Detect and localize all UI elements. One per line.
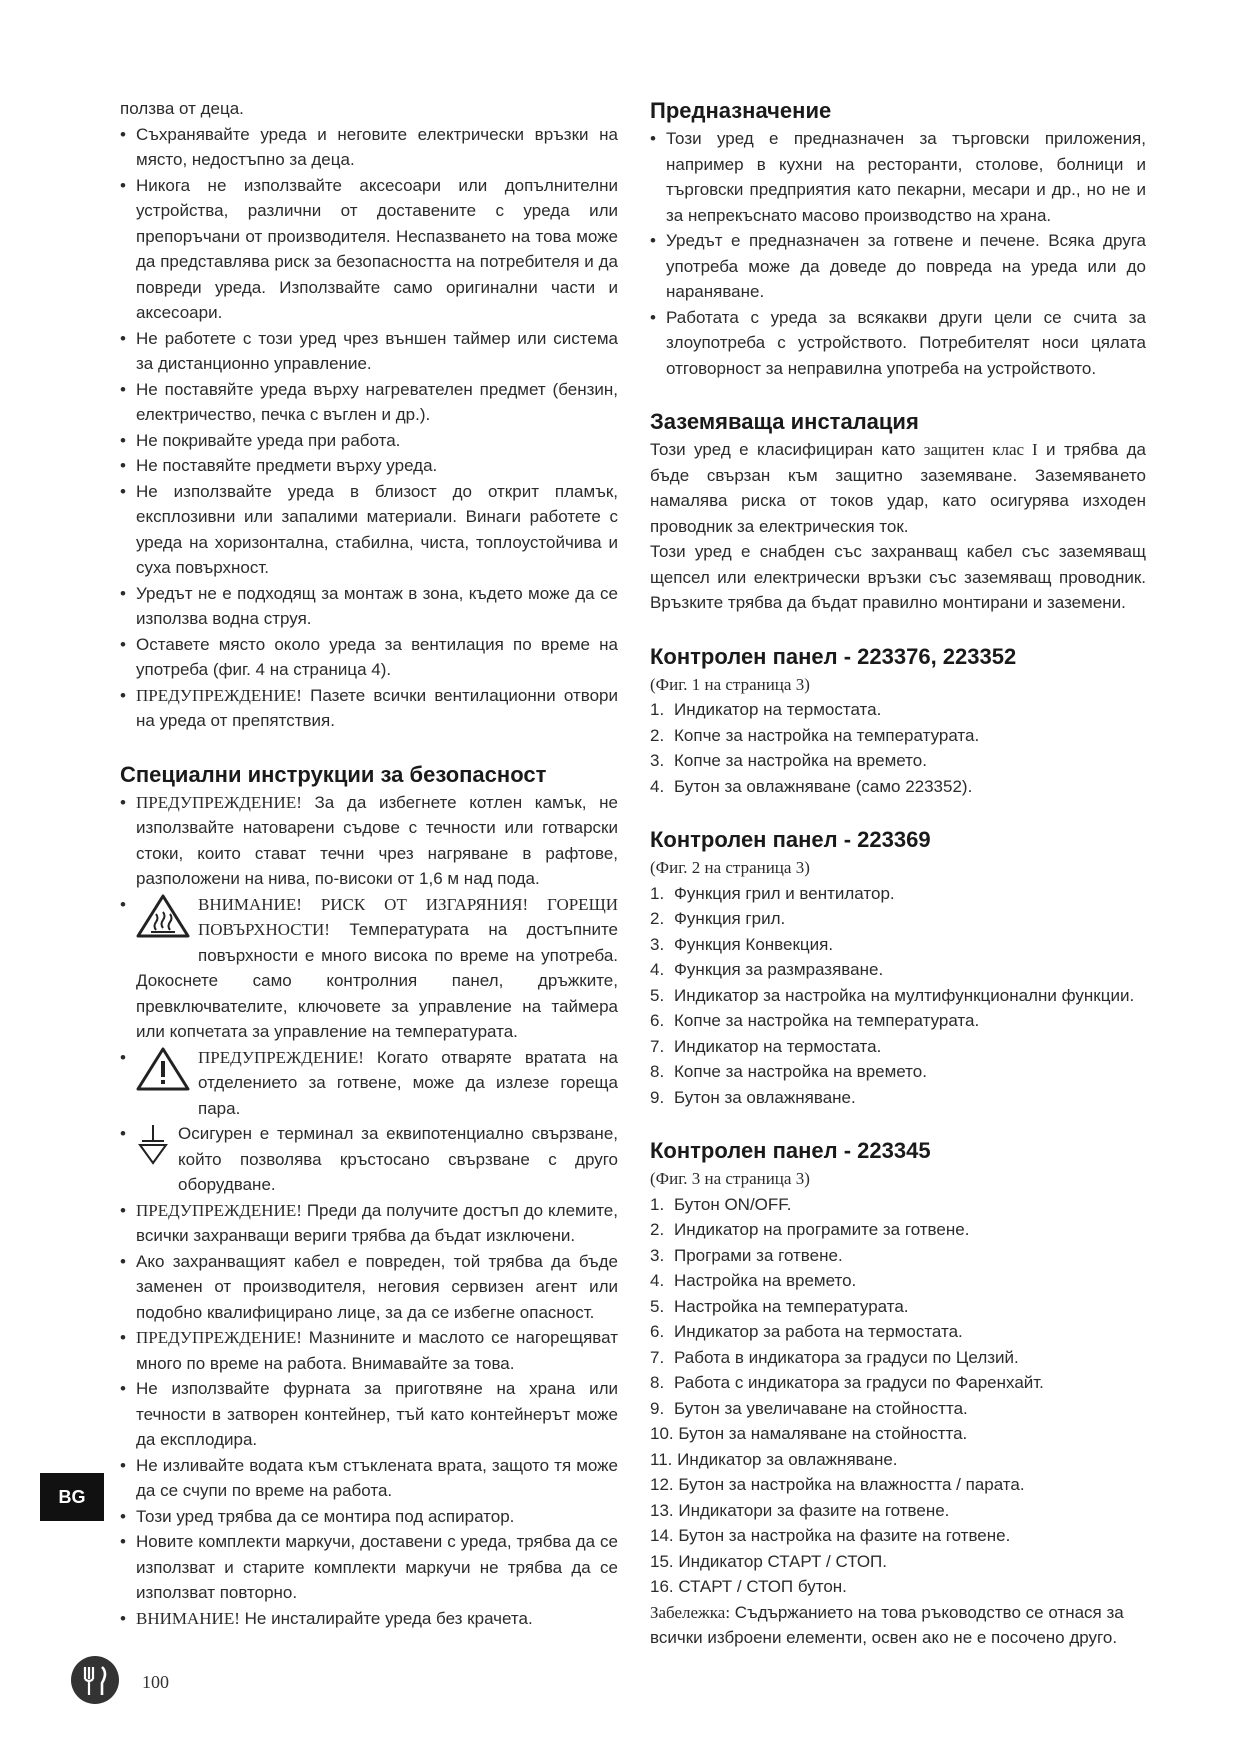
list-item: • Ако захранващият кабел е повреден, той трябва да бъде заменен от производителя, неговия сервизен агент или подобно квалифицирано лице, за да се избегне опасност. bbox=[120, 1249, 618, 1326]
list-item: 6. Копче за настройка на температурата. bbox=[650, 1011, 980, 1030]
exclamation-warning-icon bbox=[136, 1047, 190, 1099]
list-item: 10. Бутон за намаляване на стойността. bbox=[650, 1424, 968, 1443]
control-panel-3-list bbox=[650, 1192, 1146, 1600]
list-item: • Не работете с този уред чрез външен таймер или система за дистанционно управление. bbox=[120, 326, 618, 377]
list-item: 7. Работа в индикатора за градуси по Целзий. bbox=[650, 1347, 1019, 1367]
grounding-heading: Заземяваща инсталация bbox=[650, 409, 919, 434]
list-item: • Този уред е предназначен за търговски приложения, например в кухни на ресторанти, столове, болници и търговски предприятия като пекарни, месари и др., но не и за непрекъснато масово производство на храна. bbox=[650, 126, 1146, 228]
right-column bbox=[650, 96, 1146, 1651]
list-item: • ПРЕДУПРЕЖДЕНИЕ! Мазнините и маслото се нагорещяват много по време на работа. Внимавайте за това. bbox=[120, 1325, 618, 1376]
figure-reference: (Фиг. 1 на страница 3) bbox=[650, 674, 810, 694]
list-item: • Съхранявайте уреда и неговите електрически връзки на място, недостъпно за деца. bbox=[120, 122, 618, 173]
list-item: • Уредът не е подходящ за монтаж в зона, където може да се използва водна струя. bbox=[120, 581, 618, 632]
list-item: 4. Настройка на времето. bbox=[650, 1271, 857, 1290]
list-item: 1. Бутон ON/OFF. bbox=[650, 1194, 792, 1214]
list-item: • Този уред трябва да се монтира под аспиратор. bbox=[120, 1504, 618, 1530]
figure-reference: (Фиг. 2 на страница 3) bbox=[650, 858, 810, 877]
safety-list bbox=[120, 122, 618, 734]
list-item: • ПРЕДУПРЕЖДЕНИЕ! Пазете всички вентилационни отвори на уреда от препятствия. bbox=[120, 683, 618, 734]
list-item: 13. Индикатори за фазите на готвене. bbox=[650, 1500, 950, 1520]
hot-surface-warning-icon bbox=[136, 894, 190, 946]
list-item: 8. Работа с индикатора за градуси по Фаренхайт. bbox=[650, 1373, 1044, 1392]
list-item: 2. Индикатор на програмите за готвене. bbox=[650, 1220, 970, 1239]
list-item: • ВНИМАНИЕ! РИСК ОТ ИЗГАРЯНИЯ! ГОРЕЩИ ПОВЪРХНОСТИ! Температурата на достъпните повърхности е много висока по време на употреба. Докоснете само контролния панел, дръжките, превключвателите, ключовете за управление на таймера или копчетата за управление на температурата. bbox=[120, 892, 618, 1045]
list-item: • Не поставяйте предмети върху уреда. bbox=[120, 453, 618, 479]
list-item: • ПРЕДУПРЕЖДЕНИЕ! Когато отваряте вратата на отделението за готвене, може да излезе гореща пара. bbox=[120, 1045, 618, 1122]
list-item: 4. Бутон за овлажняване (само 223352). bbox=[650, 776, 973, 796]
list-item: 16. СТАРТ / СТОП бутон. bbox=[650, 1577, 847, 1596]
list-item: • Оставете място около уреда за вентилация по време на употреба (фиг. 4 на страница 4). bbox=[120, 632, 618, 683]
continuation-text: ползва от деца. bbox=[120, 99, 244, 118]
list-item: 2. Копче за настройка на температурата. bbox=[650, 725, 980, 745]
list-item: • ПРЕДУПРЕЖДЕНИЕ! Преди да получите достъп до клемите, всички захранващи вериги трябва да бъдат изключени. bbox=[120, 1198, 618, 1249]
list-item: • Никога не използвайте аксесоари или допълнителни устройства, различни от доставените с уреда или препоръчани от производителя. Неспазването на това може да представлява риск за безопасността на потребителя и да повреди уреда. Използвайте само оригинални части и аксесоари. bbox=[120, 173, 618, 326]
warning-label: ВНИМАНИЕ! bbox=[136, 1608, 240, 1628]
language-badge: BG bbox=[40, 1473, 104, 1521]
grounding-paragraph-1: Този уред е класифициран като защитен клас I и трябва да бъде свързан към защитно заземяване. Заземяването намалява риска от токов удар, като осигурява изходен проводник за електрическия ток. bbox=[650, 440, 1147, 536]
list-item: 3. Функция Конвекция. bbox=[650, 934, 834, 954]
special-instructions-heading: Специални инструкции за безопасност bbox=[120, 761, 547, 787]
note: Забележка: Съдържанието на това ръководство се отнася за всички изброени елементи, освен ако не е посочено друго. bbox=[650, 1602, 1124, 1647]
warning-label: ПРЕДУПРЕЖДЕНИЕ! bbox=[198, 1047, 364, 1067]
list-item: 11. Индикатор за овлажняване. bbox=[650, 1449, 898, 1469]
list-item: 3. Програми за готвене. bbox=[650, 1245, 843, 1265]
grounding-paragraph-2: Този уред е снабден със захранващ кабел със заземяващ щепсел или електрически връзки със заземяващ проводник. Връзките трябва да бъдат правилно монтирани и заземени. bbox=[650, 542, 1146, 612]
list-item: • Работата с уреда за всякакви други цели се счита за злоупотреба с устройството. Потребителят носи цялата отговорност за неправилна употреба на устройството. bbox=[650, 305, 1146, 382]
warning-label: ВНИМАНИЕ! РИСК ОТ ИЗГАРЯНИЯ! ГОРЕЩИ ПОВЪРХНОСТИ! bbox=[198, 894, 618, 939]
list-item: 2. Функция грил. bbox=[650, 909, 786, 928]
warning-label: ПРЕДУПРЕЖДЕНИЕ! bbox=[136, 1328, 302, 1347]
list-item: 12. Бутон за настройка на влажността / парата. bbox=[650, 1475, 1025, 1494]
control-panel-3-heading: Контролен панел - 223345 bbox=[650, 1138, 931, 1163]
list-item: 8. Копче за настройка на времето. bbox=[650, 1062, 927, 1081]
list-item: • Осигурен е терминал за еквипотенциално свързване, който позволява кръстосано свързване с друго оборудване. bbox=[120, 1121, 618, 1198]
warning-label: ПРЕДУПРЕЖДЕНИЕ! bbox=[136, 1200, 302, 1220]
cutlery-icon bbox=[70, 1655, 120, 1710]
equipotential-bonding-icon bbox=[136, 1123, 170, 1175]
list-item: 14. Бутон за настройка на фазите на готвене. bbox=[650, 1526, 1011, 1545]
list-item: • Не поставяйте уреда върху нагревателен предмет (бензин, електричество, печка с въглен и др.). bbox=[120, 377, 618, 428]
warning-label: ПРЕДУПРЕЖДЕНИЕ! bbox=[136, 792, 302, 812]
list-item: 9. Бутон за овлажняване. bbox=[650, 1087, 856, 1107]
list-item: • Не покривайте уреда при работа. bbox=[120, 428, 618, 454]
control-panel-1-heading: Контролен панел - 223376, 223352 bbox=[650, 643, 1017, 669]
list-item: 7. Индикатор на термостата. bbox=[650, 1036, 882, 1056]
list-item: 6. Индикатор за работа на термостата. bbox=[650, 1322, 963, 1341]
special-list bbox=[120, 790, 618, 1632]
list-item: 1. Индикатор на термостата. bbox=[650, 700, 882, 719]
list-item: • ПРЕДУПРЕЖДЕНИЕ! За да избегнете котлен камък, не използвайте натоварени съдове с течности или готварски стоки, които стават течни чрез нагряване в рафтове, разположени на нива, по-високи от 1,6 м над пода. bbox=[120, 790, 618, 892]
list-item: 15. Индикатор СТАРТ / СТОП. bbox=[650, 1551, 887, 1571]
page-number: 100 bbox=[142, 1672, 169, 1692]
control-panel-2-list bbox=[650, 881, 1146, 1111]
list-item: • ВНИМАНИЕ! Не инсталирайте уреда без крачета. bbox=[120, 1606, 618, 1632]
list-item: 3. Копче за настройка на времето. bbox=[650, 751, 927, 770]
figure-reference: (Фиг. 3 на страница 3) bbox=[650, 1169, 810, 1188]
list-item: • Новите комплекти маркучи, доставени с уреда, трябва да се използват и старите комплекти маркучи не трябва да се използват повторно. bbox=[120, 1529, 618, 1606]
list-item: • Уредът е предназначен за готвене и печене. Всяка друга употреба може да доведе до повреда на уреда или до нараняване. bbox=[650, 228, 1146, 305]
control-panel-1-list bbox=[650, 697, 1146, 799]
list-item: 5. Индикатор за настройка на мултифункционални функции. bbox=[650, 985, 1135, 1005]
purpose-heading: Предназначение bbox=[650, 98, 832, 123]
list-item: 5. Настройка на температурата. bbox=[650, 1296, 909, 1316]
list-item: • Не използвайте фурната за приготвяне на храна или течности в затворен контейнер, тъй като контейнерът може да експлодира. bbox=[120, 1376, 618, 1453]
list-item: • Не изливайте водата към стъклената врата, защото тя може да се счупи по време на работа. bbox=[120, 1453, 618, 1504]
list-item: 1. Функция грил и вентилатор. bbox=[650, 883, 895, 903]
list-item: 9. Бутон за увеличаване на стойността. bbox=[650, 1398, 968, 1418]
control-panel-2-heading: Контролен панел - 223369 bbox=[650, 827, 931, 852]
warning-label: ПРЕДУПРЕЖДЕНИЕ! bbox=[136, 685, 302, 705]
left-column bbox=[120, 96, 618, 1631]
purpose-list bbox=[650, 126, 1146, 381]
list-item: • Не използвайте уреда в близост до открит пламък, експлозивни или запалими материали. Винаги работете с уреда на хоризонтална, стабилна, чиста, топлоустойчива и суха повърхност. bbox=[120, 479, 618, 581]
list-item: 4. Функция за размразяване. bbox=[650, 960, 884, 979]
